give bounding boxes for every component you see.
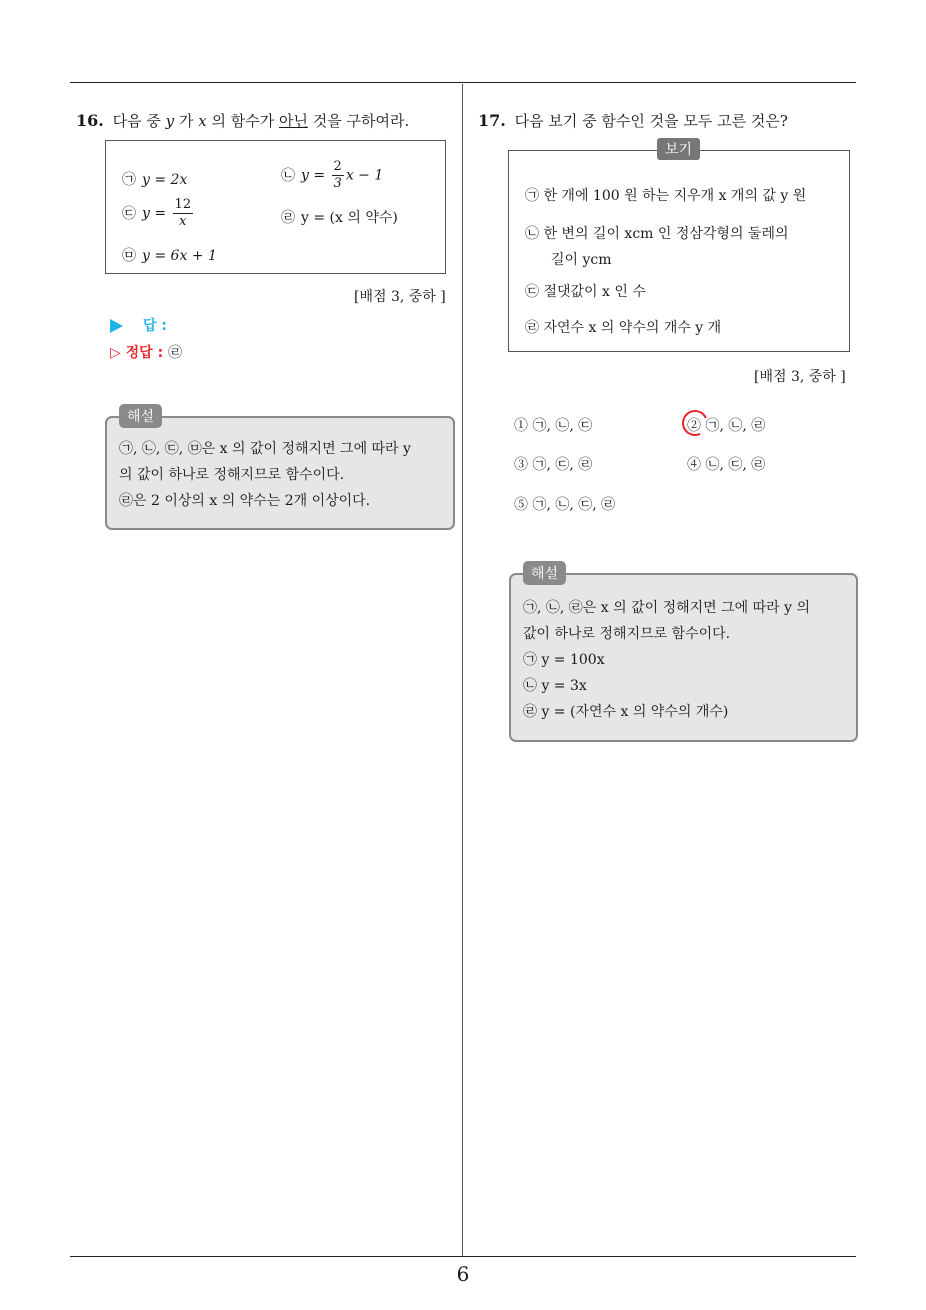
q16-solution-box: ㉠, ㉡, ㉢, ㉤은 x 의 값이 정해지면 그에 따라 y 의 값이 하나로 정해지므로 함수이다. ㉣은 2 이상의 x 의 약수는 2개 이상이다. — [105, 416, 455, 530]
q17-choice-4[interactable]: ④ ㉡, ㉢, ㉣ — [687, 457, 766, 473]
question-number: 17. — [478, 111, 506, 130]
q16-correct-line: ▷ 정답 : ㉣ — [110, 345, 183, 361]
q17-example-tag: 보기 — [657, 138, 700, 160]
q17-choice-3[interactable]: ③ ㉠, ㉢, ㉣ — [514, 457, 593, 473]
top-rule — [70, 82, 856, 83]
q16-answer-line: 답 : — [110, 315, 167, 335]
question-number: 16. — [76, 111, 104, 130]
q16-option-e: ㉤ y = 6x + 1 — [122, 248, 217, 264]
question-16-title: 16. 다음 중 y 가 x 의 함수가 아닌 것을 구하여라. — [76, 111, 410, 130]
bottom-rule — [70, 1256, 856, 1257]
column-divider — [462, 84, 463, 1256]
q17-solution-box: ㉠, ㉡, ㉣은 x 의 값이 정해지면 그에 따라 y 의 값이 하나로 정해지므로 함수이다. ㉠ y = 100x ㉡ y = 3x ㉣ y = (자연수 x 의 약수의 개수) — [509, 573, 858, 742]
emphasis-underlined: 아닌 — [278, 112, 308, 130]
q16-options-box — [105, 140, 446, 274]
q17-choice-1[interactable]: ① ㉠, ㉡, ㉢ — [514, 418, 593, 434]
q16-option-d: ㉣ y = (x 의 약수) — [281, 210, 398, 226]
q17-choice-2[interactable]: ② ㉠, ㉡, ㉣ — [687, 418, 766, 434]
q16-solution-tag: 해설 — [119, 404, 162, 428]
page-number: 6 — [456, 1262, 470, 1286]
fraction: $\frac{2}{3}$ — [333, 159, 342, 191]
q17-score: [배점 3, 중하 ] — [754, 369, 846, 385]
q16-option-a: ㉠ y = 2x — [122, 172, 188, 188]
q16-option-b: ㉡ y = $\frac{2}{3}$ x − 1 — [281, 159, 384, 191]
fraction: $\frac{12}{x}$ — [174, 197, 192, 229]
q17-choice-5[interactable]: ⑤ ㉠, ㉡, ㉢, ㉣ — [514, 497, 616, 513]
play-arrow-icon — [110, 319, 123, 333]
q17-example-box: ㉠ 한 개에 100 원 하는 지우개 x 개의 값 y 원 ㉡ 한 변의 길이 xcm 인 정삼각형의 둘레의 길이 ycm ㉢ 절댓값이 x 인 수 ㉣ 자연수 x 의 약수의 개수 y 개 — [508, 150, 850, 352]
q17-solution-tag: 해설 — [523, 561, 566, 585]
outline-arrow-icon: ▷ — [110, 345, 121, 361]
q16-option-c: ㉢ y = $\frac{12}{x}$ — [122, 197, 192, 229]
q16-score: [배점 3, 중하 ] — [354, 289, 446, 305]
question-17-title: 17. 다음 보기 중 함수인 것을 모두 고른 것은? — [478, 111, 788, 130]
